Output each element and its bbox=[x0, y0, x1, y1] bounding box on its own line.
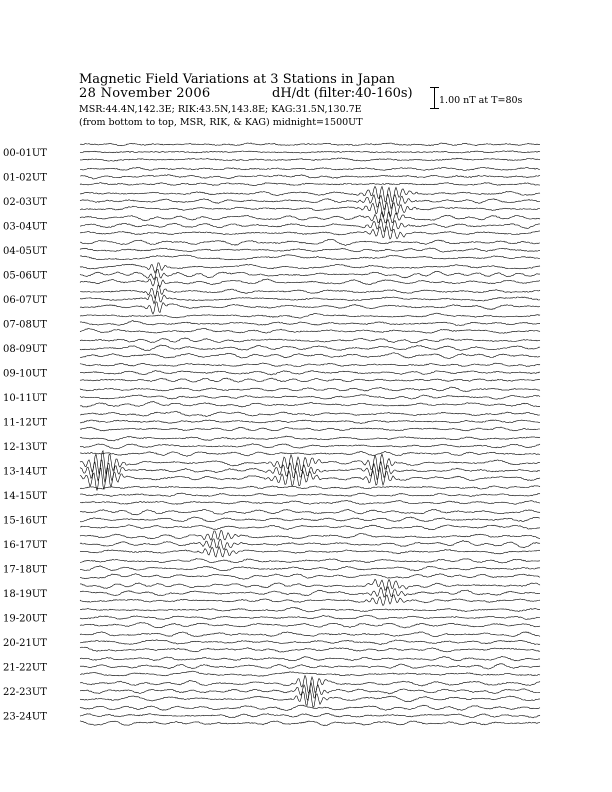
trace-kag bbox=[80, 451, 540, 475]
date-label: 28 November 2006 bbox=[79, 86, 211, 101]
hour-label: 14-15UT bbox=[3, 491, 47, 502]
trace-msr bbox=[80, 547, 540, 558]
scale-bar-label: 1.00 nT at T=80s bbox=[439, 95, 523, 106]
trace-msr bbox=[80, 647, 540, 652]
trace-msr bbox=[80, 158, 540, 161]
trace-rik bbox=[80, 517, 540, 522]
trace-msr bbox=[80, 671, 540, 676]
trace-msr bbox=[80, 721, 540, 726]
hour-label: 17-18UT bbox=[3, 564, 47, 576]
trace-kag bbox=[80, 338, 540, 343]
trace-rik bbox=[80, 371, 540, 375]
hour-label: 06-07UT bbox=[3, 295, 47, 306]
station-coordinates: MSR:44.4N,142.3E; RIK:43.5N,143.8E; KAG:31.5N,130.7E bbox=[79, 104, 362, 115]
hour-label: 18-19UT bbox=[3, 589, 47, 600]
hour-label: 11-12UT bbox=[3, 417, 47, 429]
hour-label: 23-24UT bbox=[3, 711, 47, 723]
hour-label: 08-09UT bbox=[3, 344, 47, 355]
trace-kag bbox=[80, 211, 540, 223]
hour-label: 22-23UT bbox=[3, 687, 47, 698]
trace-rik bbox=[80, 683, 540, 701]
trace-kag bbox=[80, 186, 540, 202]
trace-kag bbox=[80, 509, 540, 515]
trace-msr bbox=[80, 501, 540, 505]
hour-label: 07-08UT bbox=[3, 319, 47, 331]
trace-kag bbox=[80, 436, 540, 441]
trace-msr bbox=[80, 574, 540, 580]
trace-msr bbox=[80, 689, 540, 707]
hour-label: 13-14UT bbox=[3, 466, 47, 478]
trace-kag bbox=[80, 263, 540, 273]
trace-kag bbox=[80, 632, 540, 637]
trace-rik bbox=[80, 566, 540, 571]
hour-label: 19-20UT bbox=[3, 613, 47, 625]
hour-label: 02-03UT bbox=[3, 197, 47, 208]
hour-label: 03-04UT bbox=[3, 221, 47, 233]
station-order-note: (from bottom to top, MSR, RIK, & KAG) midnight=1500UT bbox=[79, 117, 363, 128]
trace-kag bbox=[80, 657, 540, 661]
trace-rik bbox=[80, 713, 540, 718]
hour-label: 05-06UT bbox=[3, 270, 47, 282]
filter-label: dH/dt (filter:40-160s) bbox=[272, 86, 413, 101]
trace-rik bbox=[80, 664, 540, 669]
trace-rik bbox=[80, 194, 540, 209]
hour-label: 09-10UT bbox=[3, 368, 47, 380]
trace-kag bbox=[80, 486, 540, 489]
trace-rik bbox=[80, 292, 540, 304]
trace-rik bbox=[80, 345, 540, 350]
trace-msr bbox=[80, 328, 540, 333]
trace-rik bbox=[80, 493, 540, 497]
trace-msr bbox=[80, 202, 540, 217]
trace-kag bbox=[80, 579, 540, 590]
hour-label: 10-11UT bbox=[3, 393, 47, 404]
trace-rik bbox=[80, 175, 540, 179]
trace-msr bbox=[80, 623, 540, 629]
trace-msr bbox=[80, 302, 540, 314]
trace-msr bbox=[80, 378, 540, 382]
trace-msr bbox=[80, 227, 540, 239]
trace-kag bbox=[80, 705, 540, 711]
trace-kag bbox=[80, 313, 540, 318]
trace-rik bbox=[80, 151, 540, 153]
trace-kag bbox=[80, 411, 540, 416]
trace-rik bbox=[80, 587, 540, 597]
trace-kag bbox=[80, 607, 540, 611]
trace-kag bbox=[80, 363, 540, 367]
hour-label: 00-01UT bbox=[3, 148, 47, 159]
trace-msr bbox=[80, 277, 540, 287]
hour-label: 01-02UT bbox=[3, 172, 47, 184]
trace-rik bbox=[80, 395, 540, 400]
plot-title: Magnetic Field Variations at 3 Stations in Japan bbox=[79, 72, 396, 87]
hour-label: 21-22UT bbox=[3, 662, 47, 674]
trace-msr bbox=[80, 451, 540, 456]
hour-label: 04-05UT bbox=[3, 246, 47, 257]
trace-msr bbox=[80, 353, 540, 359]
trace-kag bbox=[80, 530, 540, 540]
trace-msr bbox=[80, 595, 540, 606]
trace-kag bbox=[80, 559, 540, 563]
trace-kag bbox=[80, 167, 540, 170]
trace-rik bbox=[80, 219, 540, 232]
hour-label: 16-17UT bbox=[3, 540, 47, 551]
trace-rik bbox=[80, 321, 540, 326]
hour-label: 20-21UT bbox=[3, 638, 47, 649]
hour-label: 15-16UT bbox=[3, 515, 47, 527]
trace-msr bbox=[80, 427, 540, 431]
trace-kag bbox=[80, 239, 540, 245]
trace-rik bbox=[80, 444, 540, 449]
trace-rik bbox=[80, 539, 540, 550]
trace-msr bbox=[80, 183, 540, 186]
trace-msr bbox=[80, 255, 540, 260]
trace-msr bbox=[80, 402, 540, 408]
trace-rik bbox=[80, 248, 540, 252]
trace-rik bbox=[80, 269, 540, 279]
trace-rik bbox=[80, 420, 540, 424]
trace-msr bbox=[80, 525, 540, 530]
trace-kag bbox=[80, 143, 540, 146]
hour-label: 12-13UT bbox=[3, 442, 47, 453]
trace-kag bbox=[80, 387, 540, 392]
trace-rik bbox=[80, 615, 540, 619]
trace-rik bbox=[80, 640, 540, 645]
